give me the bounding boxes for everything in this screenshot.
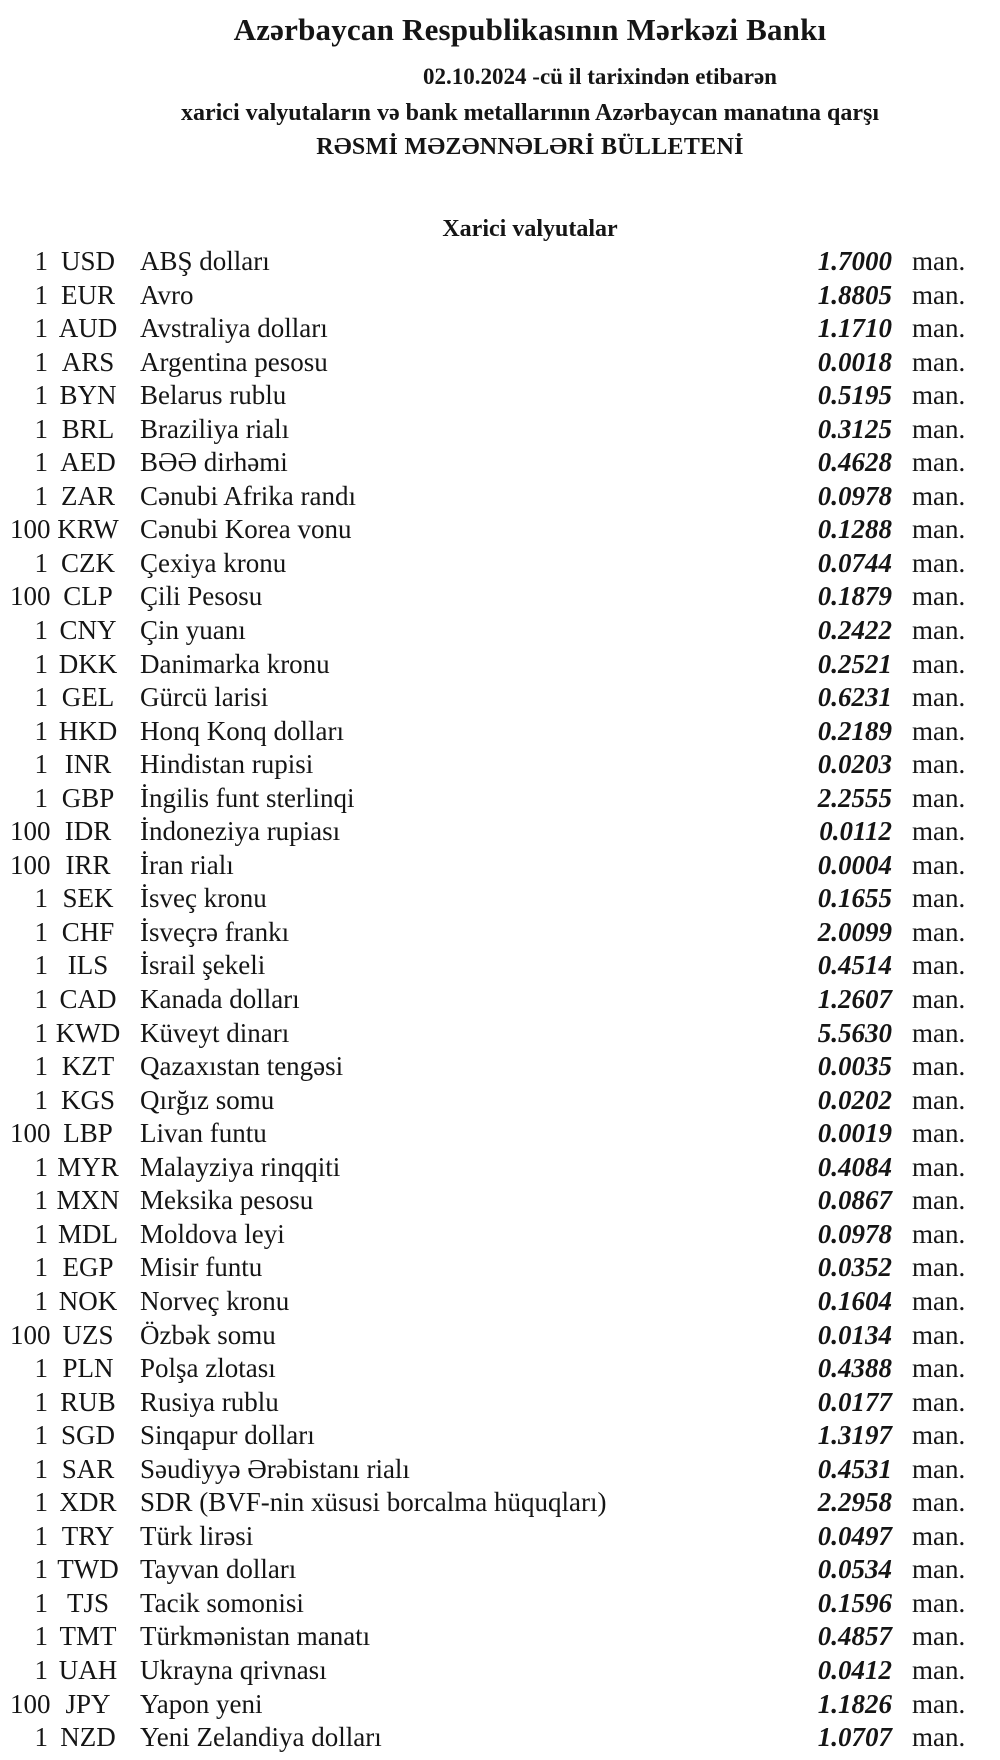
currency-unit: man. <box>912 1353 966 1384</box>
table-row <box>10 1486 967 1520</box>
currency-unit: man. <box>912 749 966 780</box>
currency-name: İsveçrə frankı <box>140 916 290 947</box>
currency-unit: man. <box>912 1386 966 1417</box>
currency-name: Norveç kronu <box>140 1285 290 1316</box>
currency-unit: man. <box>912 715 966 746</box>
currency-unit: man. <box>912 1218 966 1249</box>
currency-rate: 0.1604 <box>817 1285 892 1316</box>
currency-code: EUR <box>61 279 115 310</box>
currency-rate: 0.0744 <box>817 547 892 578</box>
currency-rate: 0.0978 <box>817 1218 892 1249</box>
currency-code: HKD <box>58 715 118 746</box>
currency-name: Polşa zlotası <box>140 1353 276 1384</box>
table-row <box>10 1151 967 1185</box>
table-row <box>10 1285 967 1319</box>
currency-quantity: 1 <box>34 682 48 713</box>
currency-name: Honq Konq dolları <box>140 715 344 746</box>
currency-unit: man. <box>912 581 966 612</box>
currency-name: Rusiya rublu <box>140 1386 279 1417</box>
currency-quantity: 1 <box>34 1386 48 1417</box>
currency-quantity: 1 <box>34 1487 48 1518</box>
currency-rate: 1.8805 <box>817 279 892 310</box>
currency-rate: 0.0203 <box>817 749 892 780</box>
currency-name: İsrail şekeli <box>140 950 266 981</box>
currency-code: GBP <box>61 782 115 813</box>
currency-name: Moldova leyi <box>140 1218 285 1249</box>
currency-unit: man. <box>912 380 966 411</box>
currency-code: LBP <box>63 1118 113 1149</box>
currency-rate: 1.0707 <box>817 1722 892 1753</box>
currency-code: MYR <box>57 1151 119 1182</box>
currency-quantity: 1 <box>34 984 48 1015</box>
table-row <box>10 1184 967 1218</box>
currency-quantity: 1 <box>34 346 48 377</box>
currency-quantity: 100 <box>10 514 51 545</box>
currency-name: Kanada dolları <box>140 984 300 1015</box>
currency-unit: man. <box>912 279 966 310</box>
currency-unit: man. <box>912 346 966 377</box>
table-row <box>10 782 967 816</box>
currency-name: Cənubi Korea vonu <box>140 514 352 545</box>
currency-name: Türk lirəsi <box>140 1520 254 1551</box>
table-row <box>10 1654 967 1688</box>
currency-name: Səudiyyə Ərəbistanı rialı <box>140 1453 410 1484</box>
currency-code: MXN <box>56 1185 120 1216</box>
currency-unit: man. <box>912 849 966 880</box>
currency-name: Misir funtu <box>140 1252 263 1283</box>
currency-quantity: 1 <box>34 1017 48 1048</box>
currency-quantity: 1 <box>34 1420 48 1451</box>
currency-code: MDL <box>58 1218 118 1249</box>
currency-quantity: 1 <box>34 1654 48 1685</box>
currency-quantity: 100 <box>10 581 51 612</box>
currency-name: Avro <box>140 279 194 310</box>
table-row <box>10 1587 967 1621</box>
currency-quantity: 1 <box>34 1084 48 1115</box>
table-row <box>10 547 967 581</box>
currency-unit: man. <box>912 1621 966 1652</box>
currency-rate: 0.1655 <box>817 883 892 914</box>
table-row <box>10 1251 967 1285</box>
currency-rate: 1.3197 <box>817 1420 892 1451</box>
table-row <box>10 815 967 849</box>
currency-code: AUD <box>58 313 118 344</box>
currency-quantity: 1 <box>34 916 48 947</box>
table-row <box>10 748 967 782</box>
subtitle-currencies-metals: xarici valyutaların və bank metallarının Azərbaycan manatına qarşı <box>180 100 879 126</box>
table-row <box>10 916 967 950</box>
currency-unit: man. <box>912 447 966 478</box>
currency-name: Qırğız somu <box>140 1084 275 1115</box>
currency-code: INR <box>64 749 112 780</box>
currency-rate: 0.4531 <box>817 1453 892 1484</box>
currency-code: KRW <box>57 514 119 545</box>
page-title: Azərbaycan Respublikasının Mərkəzi Bankı <box>233 12 827 47</box>
currency-name: İsveç kronu <box>140 883 267 914</box>
table-row <box>10 480 967 514</box>
currency-quantity: 1 <box>34 1353 48 1384</box>
currency-rate: 2.2555 <box>817 782 892 813</box>
currency-code: BYN <box>59 380 117 411</box>
table-row <box>10 1117 967 1151</box>
currency-quantity: 1 <box>34 480 48 511</box>
currency-unit: man. <box>912 1084 966 1115</box>
currency-unit: man. <box>912 1554 966 1585</box>
currency-unit: man. <box>912 984 966 1015</box>
currency-code: CZK <box>61 547 115 578</box>
table-row <box>10 446 967 480</box>
currency-unit: man. <box>912 916 966 947</box>
table-row <box>10 279 967 313</box>
currency-rate: 1.1826 <box>817 1688 892 1719</box>
bulletin-header <box>60 10 1000 162</box>
currency-unit: man. <box>912 1722 966 1753</box>
currency-rate: 0.5195 <box>817 380 892 411</box>
table-row <box>10 379 967 413</box>
currency-code: SAR <box>61 1453 115 1484</box>
table-row <box>10 614 967 648</box>
currency-name: Argentina pesosu <box>140 346 328 377</box>
currency-quantity: 100 <box>10 1319 51 1350</box>
currency-rate: 2.2958 <box>817 1487 892 1518</box>
currency-code: NZD <box>60 1722 116 1753</box>
currency-name: Avstraliya dolları <box>140 313 328 344</box>
table-row <box>10 1419 967 1453</box>
currency-unit: man. <box>912 1587 966 1618</box>
currency-code: USD <box>60 246 115 276</box>
currency-code: ZAR <box>61 480 115 511</box>
table-row <box>10 1218 967 1252</box>
currency-quantity: 100 <box>10 1688 51 1719</box>
currency-quantity: 1 <box>34 950 48 981</box>
currency-rate: 0.4084 <box>817 1151 892 1182</box>
currency-quantity: 1 <box>34 782 48 813</box>
currency-name: Malayziya rinqqiti <box>140 1151 341 1182</box>
currency-unit: man. <box>912 1319 966 1350</box>
currency-rate: 0.0004 <box>817 849 892 880</box>
currency-rate: 0.2189 <box>817 715 892 746</box>
currency-code: CNY <box>59 615 117 646</box>
currency-code: TJS <box>66 1587 110 1618</box>
currency-rate: 0.3125 <box>817 413 892 444</box>
currency-quantity: 1 <box>34 547 48 578</box>
currency-quantity: 1 <box>34 1185 48 1216</box>
currency-code: JPY <box>65 1688 111 1719</box>
currency-name: Meksika pesosu <box>140 1185 314 1216</box>
table-row <box>10 1520 967 1554</box>
table-row <box>10 715 967 749</box>
currency-quantity: 100 <box>10 816 51 847</box>
currency-code: TMT <box>59 1621 117 1652</box>
currency-unit: man. <box>912 514 966 545</box>
currency-name: SDR (BVF-nin xüsusi borcalma hüquqları) <box>140 1487 607 1518</box>
currency-name: Livan funtu <box>140 1118 267 1149</box>
currency-name: Sinqapur dolları <box>140 1420 315 1451</box>
currency-name: Yapon yeni <box>140 1688 263 1719</box>
currency-quantity: 1 <box>34 1587 48 1618</box>
currency-unit: man. <box>912 950 966 981</box>
currency-rate: 0.1879 <box>817 581 892 612</box>
table-row <box>10 1721 967 1755</box>
currency-unit: man. <box>912 1487 966 1518</box>
currency-name: İndoneziya rupiası <box>140 816 341 847</box>
currency-unit: man. <box>912 682 966 713</box>
currency-code: XDR <box>59 1487 117 1518</box>
currency-unit: man. <box>912 1051 966 1082</box>
currency-rate: 0.4388 <box>817 1353 892 1384</box>
currency-name: İngilis funt sterlinqi <box>140 782 355 813</box>
table-row <box>10 949 967 983</box>
currency-quantity: 1 <box>34 1520 48 1551</box>
currency-quantity: 1 <box>34 749 48 780</box>
currency-quantity: 1 <box>34 380 48 411</box>
table-row <box>10 346 967 380</box>
table-row <box>10 1553 967 1587</box>
currency-name: Yeni Zelandiya dolları <box>140 1722 382 1753</box>
currency-name: Çexiya kronu <box>140 547 287 578</box>
currency-code: SEK <box>62 883 114 914</box>
currency-name: Hindistan rupisi <box>140 749 314 780</box>
currency-code: ARS <box>61 346 115 377</box>
currency-name: BƏƏ dirhəmi <box>140 447 288 478</box>
currency-quantity: 1 <box>34 279 48 310</box>
table-row <box>10 849 967 883</box>
currency-code: TWD <box>57 1554 119 1585</box>
currency-rate: 0.0867 <box>817 1185 892 1216</box>
currency-name: Özbək somu <box>140 1319 276 1350</box>
currency-name: İran rialı <box>140 849 234 880</box>
currency-unit: man. <box>912 480 966 511</box>
currency-rate: 0.4514 <box>817 950 892 981</box>
table-row <box>10 681 967 715</box>
currency-rate: 0.0019 <box>817 1118 892 1149</box>
currency-unit: man. <box>912 413 966 444</box>
table-row <box>10 1620 967 1654</box>
table-row <box>10 580 967 614</box>
currency-code: CLP <box>63 581 113 612</box>
currency-unit: man. <box>912 1118 966 1149</box>
currency-name: ABŞ dolları <box>140 246 270 276</box>
currency-rate: 0.0035 <box>817 1051 892 1082</box>
currency-code: KGS <box>60 1084 115 1115</box>
subtitle-official-bulletin: RƏSMİ MƏZƏNNƏLƏRİ BÜLLETENİ <box>316 134 744 160</box>
currency-rate: 0.4628 <box>817 447 892 478</box>
table-row <box>10 1688 967 1722</box>
currency-unit: man. <box>912 1654 966 1685</box>
currency-unit: man. <box>912 1151 966 1182</box>
currency-code: PLN <box>62 1353 114 1384</box>
currency-quantity: 1 <box>34 615 48 646</box>
currency-name: Küveyt dinarı <box>140 1017 290 1048</box>
currency-rate: 2.0099 <box>817 916 892 947</box>
currency-name: Danimarka kronu <box>140 648 330 679</box>
currency-quantity: 1 <box>34 883 48 914</box>
currency-quantity: 1 <box>34 246 48 276</box>
currency-rate: 0.0412 <box>817 1654 892 1685</box>
table-row <box>10 513 967 547</box>
currency-quantity: 1 <box>34 648 48 679</box>
table-row <box>10 1017 967 1051</box>
currency-code: DKK <box>58 648 118 679</box>
currency-unit: man. <box>912 313 966 344</box>
currency-quantity: 1 <box>34 447 48 478</box>
currency-code: NOK <box>58 1285 118 1316</box>
currency-rate: 0.0112 <box>819 816 892 847</box>
exchange-rates-table <box>10 245 967 1755</box>
currency-code: IDR <box>64 816 112 847</box>
currency-code: KWD <box>55 1017 121 1048</box>
currency-code: SGD <box>60 1420 115 1451</box>
currency-code: KZT <box>61 1051 115 1082</box>
currency-code: UZS <box>62 1319 114 1350</box>
table-row <box>10 1084 967 1118</box>
currency-name: Tayvan dolları <box>140 1554 297 1585</box>
currency-quantity: 1 <box>34 715 48 746</box>
currency-code: TRY <box>61 1520 115 1551</box>
currency-rate: 5.5630 <box>817 1017 892 1048</box>
currency-code: AED <box>60 447 116 478</box>
currency-code: EGP <box>62 1252 114 1283</box>
currency-rate: 0.0534 <box>817 1554 892 1585</box>
table-row <box>10 245 967 279</box>
currency-name: Tacik somonisi <box>140 1587 304 1618</box>
currency-rate: 0.0202 <box>817 1084 892 1115</box>
currency-name: Çili Pesosu <box>140 581 263 612</box>
currency-unit: man. <box>912 1520 966 1551</box>
currency-code: BRL <box>61 413 115 444</box>
currency-quantity: 1 <box>34 1285 48 1316</box>
currency-unit: man. <box>912 1453 966 1484</box>
currency-code: RUB <box>60 1386 116 1417</box>
table-row <box>10 1319 967 1353</box>
table-row <box>10 1453 967 1487</box>
currency-code: CAD <box>59 984 117 1015</box>
currency-unit: man. <box>912 782 966 813</box>
currency-name: Cənubi Afrika randı <box>140 480 356 511</box>
currency-name: Qazaxıstan tengəsi <box>140 1051 344 1082</box>
currency-unit: man. <box>912 1688 966 1719</box>
table-row <box>10 312 967 346</box>
currency-code: CHF <box>61 916 115 947</box>
currency-code: IRR <box>65 849 111 880</box>
currency-unit: man. <box>912 648 966 679</box>
currency-quantity: 1 <box>34 1051 48 1082</box>
currency-rate: 0.6231 <box>817 682 892 713</box>
table-row <box>10 1352 967 1386</box>
currency-quantity: 100 <box>10 849 51 880</box>
currency-unit: man. <box>912 1420 966 1451</box>
table-row <box>10 1386 967 1420</box>
currency-unit: man. <box>912 1185 966 1216</box>
currency-rate: 1.7000 <box>817 246 892 276</box>
currency-unit: man. <box>912 547 966 578</box>
currency-rate: 0.0978 <box>817 480 892 511</box>
table-row <box>10 882 967 916</box>
currency-unit: man. <box>912 1252 966 1283</box>
currency-rate: 0.1596 <box>817 1587 892 1618</box>
currency-quantity: 1 <box>34 1252 48 1283</box>
currency-name: Çin yuanı <box>140 615 246 646</box>
currency-name: Ukrayna qrivnası <box>140 1654 327 1685</box>
currency-code: GEL <box>61 682 115 713</box>
currency-name: Gürcü larisi <box>140 682 269 713</box>
currency-rate: 1.1710 <box>817 313 892 344</box>
currency-quantity: 1 <box>34 413 48 444</box>
currency-quantity: 1 <box>34 1218 48 1249</box>
currency-rate: 0.1288 <box>817 514 892 545</box>
currency-rate: 1.2607 <box>817 984 892 1015</box>
currency-quantity: 1 <box>34 1151 48 1182</box>
currency-unit: man. <box>912 1017 966 1048</box>
currency-unit: man. <box>912 816 966 847</box>
section-title-foreign-currencies: Xarici valyutalar <box>442 216 618 242</box>
currency-quantity: 1 <box>34 1554 48 1585</box>
table-row <box>10 1050 967 1084</box>
currency-rate: 0.2521 <box>817 648 892 679</box>
currency-quantity: 1 <box>34 1621 48 1652</box>
currency-rate: 0.4857 <box>817 1621 892 1652</box>
table-row <box>10 413 967 447</box>
currency-rate: 0.2422 <box>817 615 892 646</box>
currency-name: Belarus rublu <box>140 380 287 411</box>
currency-quantity: 1 <box>34 1453 48 1484</box>
currency-quantity: 100 <box>10 1118 51 1149</box>
currency-rate: 0.0497 <box>817 1520 892 1551</box>
currency-rate: 0.0352 <box>817 1252 892 1283</box>
currency-code: UAH <box>58 1654 118 1685</box>
currency-name: Braziliya rialı <box>140 413 290 444</box>
currency-rate: 0.0177 <box>817 1386 892 1417</box>
currency-rate: 0.0134 <box>817 1319 892 1350</box>
currency-quantity: 1 <box>34 313 48 344</box>
currency-unit: man. <box>912 883 966 914</box>
currency-quantity: 1 <box>34 1722 48 1753</box>
currency-code: ILS <box>67 950 109 981</box>
currency-name: Türkmənistan manatı <box>140 1621 371 1652</box>
table-row <box>10 648 967 682</box>
currency-unit: man. <box>912 615 966 646</box>
currency-unit: man. <box>912 246 966 276</box>
effective-date-line: 02.10.2024 -cü il tarixindən etibarən <box>423 64 777 89</box>
currency-unit: man. <box>912 1285 966 1316</box>
currency-rate: 0.0018 <box>817 346 892 377</box>
table-row <box>10 983 967 1017</box>
